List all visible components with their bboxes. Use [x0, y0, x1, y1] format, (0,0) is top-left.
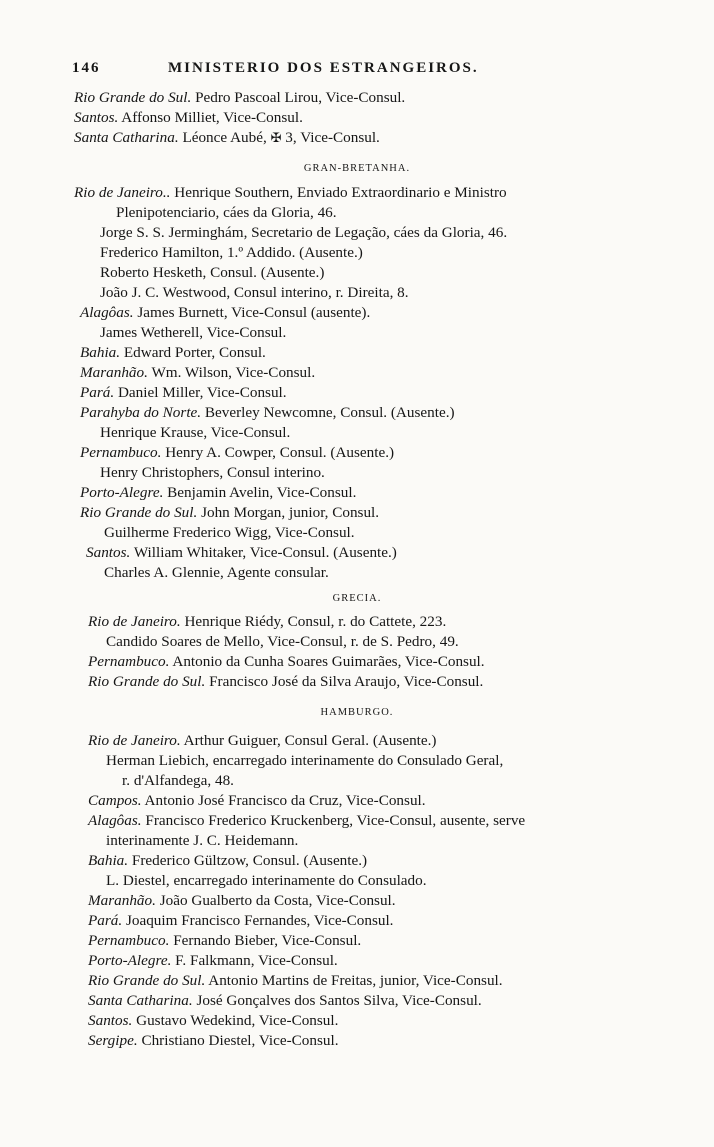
entry-line: Pará. Daniel Miller, Vice-Consul. — [80, 384, 287, 401]
entry-line: Rio de Janeiro. Henrique Riédy, Consul, r. do Cattete, 223. — [88, 613, 447, 630]
entry-line: Henry Christophers, Consul interino. — [100, 464, 325, 481]
place-name: Porto-Alegre. — [88, 952, 172, 969]
entry-line: Rio Grande do Sul. Pedro Pascoal Lirou, Vice-Consul. — [74, 89, 406, 106]
entry-line: Alagôas. Francisco Frederico Kruckenberg, Vice-Consul, ausente, serve — [88, 812, 526, 829]
entry-line: Sergipe. Christiano Diestel, Vice-Consul. — [88, 1032, 339, 1049]
entry-line: Rio Grande do Sul. Antonio Martins de Freitas, junior, Vice-Consul. — [88, 972, 503, 989]
place-name: Campos. — [88, 792, 142, 809]
section-heading: GRECIA. — [332, 593, 382, 604]
entry-line: Maranhão. João Gualberto da Costa, Vice-Consul. — [88, 892, 396, 909]
place-name: Bahia. — [80, 344, 121, 361]
entry-line: Plenipotenciario, cáes da Gloria, 46. — [116, 204, 337, 221]
entry-line: Pernambuco. Antonio da Cunha Soares Guimarães, Vice-Consul. — [88, 653, 485, 670]
entry-line: Jorge S. S. Jerminghám, Secretario de Legação, cáes da Gloria, 46. — [100, 224, 508, 241]
entry-line: Guilherme Frederico Wigg, Vice-Consul. — [104, 524, 355, 541]
entry-line: r. d'Alfandega, 48. — [122, 772, 234, 789]
running-header — [72, 60, 672, 86]
entry-line: L. Diestel, encarregado interinamente do Consulado. — [106, 872, 427, 889]
place-name: Maranhão. — [88, 892, 156, 909]
entry-line: James Wetherell, Vice-Consul. — [100, 324, 287, 341]
entry-line: Pernambuco. Henry A. Cowper, Consul. (Ausente.) — [80, 444, 395, 461]
entry-line: Santos. Affonso Milliet, Vice-Consul. — [74, 109, 303, 126]
entry-line: Herman Liebich, encarregado interinamente do Consulado Geral, — [106, 752, 504, 769]
entry-line: Frederico Hamilton, 1.º Addido. (Ausente.) — [100, 244, 363, 261]
place-name: Rio Grande do Sul. — [80, 504, 198, 521]
entry-line: Henrique Krause, Vice-Consul. — [100, 424, 291, 441]
place-name: Santos. — [86, 544, 131, 561]
entry-line: Pará. Joaquim Francisco Fernandes, Vice-Consul. — [88, 912, 394, 929]
entry-line: Parahyba do Norte. Beverley Newcomne, Consul. (Ausente.) — [80, 404, 455, 421]
entry-line: Roberto Hesketh, Consul. (Ausente.) — [100, 264, 325, 281]
place-name: Maranhão. — [80, 364, 148, 381]
section-heading: GRAN-BRETANHA. — [303, 163, 411, 174]
place-name: Alagôas. — [88, 812, 142, 829]
order-cross-icon: ✠ — [270, 130, 282, 145]
place-name: Santa Catharina. — [88, 992, 193, 1009]
entry-line: Rio de Janeiro.. Henrique Southern, Enviado Extraordinario e Ministro — [74, 184, 507, 201]
page-title: MINISTERIO DOS ESTRANGEIROS. — [168, 60, 479, 76]
entry-line: Maranhão. Wm. Wilson, Vice-Consul. — [80, 364, 316, 381]
entry-line: Alagôas. James Burnett, Vice-Consul (ausente). — [80, 304, 371, 321]
place-name: Bahia. — [88, 852, 129, 869]
place-name: Pará. — [88, 912, 123, 929]
place-name: Rio Grande do Sul. — [88, 673, 206, 690]
entry-line: Candido Soares de Mello, Vice-Consul, r. de S. Pedro, 49. — [106, 633, 459, 650]
entry-line: Charles A. Glennie, Agente consular. — [104, 564, 329, 581]
entry-line: Campos. Antonio José Francisco da Cruz, Vice-Consul. — [88, 792, 426, 809]
entry-line: Rio Grande do Sul. John Morgan, junior, Consul. — [80, 504, 380, 521]
entry-line: Porto-Alegre. F. Falkmann, Vice-Consul. — [88, 952, 338, 969]
place-name: Santa Catharina. — [74, 129, 179, 146]
entry-line: Santos. Gustavo Wedekind, Vice-Consul. — [88, 1012, 339, 1029]
place-name: Sergipe. — [88, 1032, 138, 1049]
entry-line: interinamente J. C. Heidemann. — [106, 832, 299, 849]
place-name: Porto-Alegre. — [80, 484, 164, 501]
entry-line: Bahia. Edward Porter, Consul. — [80, 344, 266, 361]
entry-line: Pernambuco. Fernando Bieber, Vice-Consul. — [88, 932, 362, 949]
entry-line: Rio de Janeiro. Arthur Guiguer, Consul Geral. (Ausente.) — [88, 732, 437, 749]
place-name: Santos. — [74, 109, 119, 126]
place-name: Alagôas. — [80, 304, 134, 321]
place-name: Rio Grande do Sul. — [74, 89, 192, 106]
place-name: Rio de Janeiro.. — [74, 184, 171, 201]
place-name: Pernambuco. — [88, 932, 170, 949]
entry-line: Santa Catharina. José Gonçalves dos Santos Silva, Vice-Consul. — [88, 992, 482, 1009]
entry-line: Santa Catharina. Léonce Aubé, ✠ 3, Vice-Consul. — [74, 129, 380, 146]
place-name: Parahyba do Norte. — [80, 404, 202, 421]
entry-line: João J. C. Westwood, Consul interino, r. Direita, 8. — [100, 284, 409, 301]
place-name: Pernambuco. — [80, 444, 162, 461]
entry-line: Porto-Alegre. Benjamin Avelin, Vice-Consul. — [80, 484, 357, 501]
page-number: 146 — [72, 60, 101, 76]
entry-line: Bahia. Frederico Gültzow, Consul. (Ausente.) — [88, 852, 368, 869]
section-heading: HAMBURGO. — [320, 707, 394, 718]
place-name: Rio Grande do Sul. — [88, 972, 206, 989]
place-name: Pará. — [80, 384, 115, 401]
place-name: Rio de Janeiro. — [88, 613, 181, 630]
place-name: Pernambuco. — [88, 653, 170, 670]
entry-line: Rio Grande do Sul. Francisco José da Silva Araujo, Vice-Consul. — [88, 673, 484, 690]
place-name: Santos. — [88, 1012, 133, 1029]
place-name: Rio de Janeiro. — [88, 732, 181, 749]
entry-line: Santos. William Whitaker, Vice-Consul. (Ausente.) — [86, 544, 397, 561]
